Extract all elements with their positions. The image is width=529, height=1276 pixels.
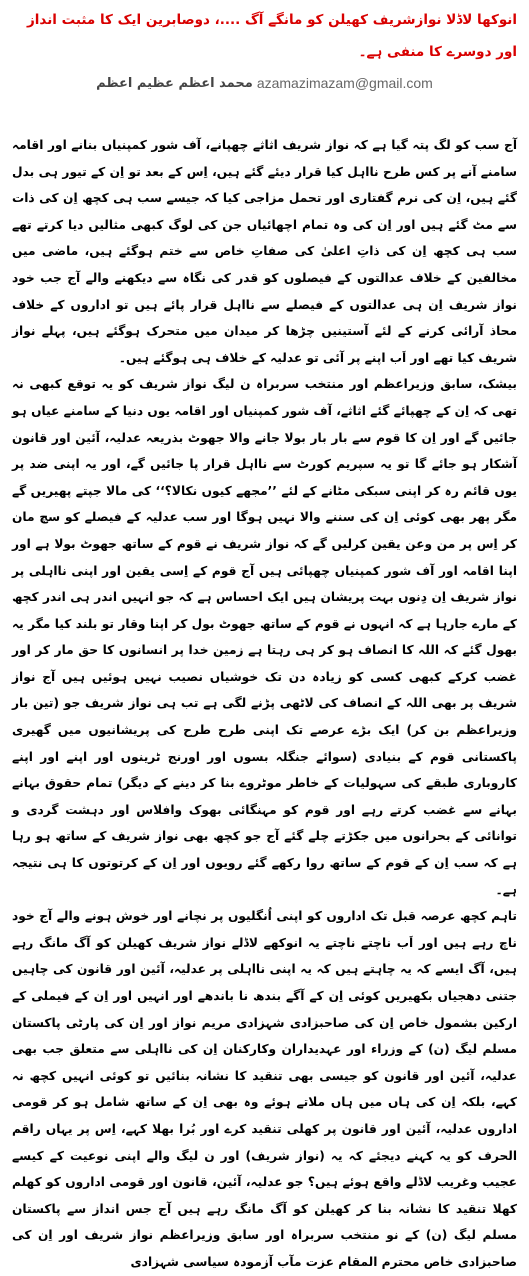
author-name: محمد اعظم عظیم اعظم — [96, 75, 253, 91]
article-paragraph-3: تاہم کچھ عرصہ قبل تک اداروں کو اپنی اُنگلیوں پر نچانے اور خوش ہونے والے آج خود ناچ رہے ہیں اور اَب ناچتے ناچتے یہ انوکھے لاڈلے نواز شریف کھیلن کو آگ مانگ رہے ہیں، آگ ایسے کہ یہ چاہتے ہیں کہ یہ اپنی نااہلی پر عدلیہ، آئین اور قانون کی چاہیں جتنی دھجیاں بکھیریں کوئی اِن کے آگے بندھ نا باندھے اور انہیں اور اِن کے فیملی کے ارکین بشمول خاص اِن کی صاحبزادی شہزادی مریم نواز اور اِن کی پارٹی پاکستان مسلم لیگ (ن) کے وزراء اور عہدیداران وکارکنان اِن کی نااہلی سے متعلق جب بھی عدلیہ، آئین اور قانون کو جیسی بھی تنقید کا نشانہ بنائیں تو کوئی انہیں کچھ نہ کہے، بلکہ اِن کی ہاں میں ہاں ملاتے ہوئے وہ بھی اِن کے ساتھ شامل ہو کر قومی اداروں عدلیہ، آئین اور قانون پر کھلی تنقید کرے اور بُرا بھلا کہے، اِس پر یہاں راقم الحرف کو یہ کہنے دیجئے کہ یہ (نواز شریف) اور ن لیگ والے اپنی نوعیت کے کیسے عجیب وغریب لاڈلے واقع ہوئے ہیں؟ جو عدلیہ، آئین، قانون اور قومی اداروں کو کھلم کھلا تنقید کا نشانہ بنا کر کھیلن کو آگ مانگ رہے ہیں آج جس انداز سے پاکستان مسلم لیگ (ن) کے نو منتخب سربراہ اور سابق وزیراعظم نواز شریف اور اِن کی صاحبزادی خاص محترم المقام عزت مآب آزمودہ سیاسی شہزادی — [12, 909, 517, 1269]
article-body — [12, 132, 517, 1276]
author-email[interactable]: azamazimazam@gmail.com — [256, 75, 433, 91]
article-paragraph-1: آج سب کو لگ پتہ گیا ہے کہ نواز شریف اثاثے چھپانے، آف شور کمپنیاں بنانے اور اقامہ سامنے آنے پر کس طرح نااہل کیا قرار دیئے گئے ہیں، اِس کے بعد تو اِن کے تیور ہی بدل گئے ہیں، اِن کی نرم گفتاری اور تحمل مزاجی کیا کہ جیسے سب ہی کچھ اِن کی ذات سے مٹ گئے ہیں اور اِن کی وہ تمام اچھائیاں جن کی لوگ کبھی مثالیں دیا کرتے تھے سب ہی کچھ اِن کی ذاتِ اعلیٰ کی صفاتِ خاص سے ختم ہوگئے ہیں، ماضی میں مخالفین کے خلاف عدالتوں کے فیصلوں کو قدر کی نگاہ سے دیکھنے والے آج جب خود نواز شریف اِن ہی عدالتوں کے فیصلے سے نااہل قرار پائے ہیں تو اداروں کے خلاف محاذ آرائی کرنے کے لئے آستینیں چڑھا کر میدان میں متحرک ہوگئے ہیں، پہلے نواز شریف کیا تھے اور اَب اپنے پر آئی تو عدلیہ کے خلاف ہی ہوگئے ہیں۔ — [12, 138, 517, 365]
article-paragraph-2: بیشک، سابق وزیراعظم اور منتخب سربراہ ن لیگ نواز شریف کو یہ توقع کبھی نہ تھی کہ اِن کے چھپائے گئے اثاثے، آف شور کمپنیاں اور اقامہ یوں دنیا کے سامنے عیاں ہو جائیں گے اور اِن کا قوم سے بار بار بولا جانے والا جھوٹ بذریعہ عدلیہ، آئین اور قانون آشکار ہو جائے گا تو یہ سپریم کورٹ سے نااہل قرار پا جائیں گے، اور یہ اپنی ضد پر یوں قائم رہ کر اپنی سبکی مٹانے کے لئے ’’مجھے کیوں نکالا؟‘‘ کی مالا جپتے پھیریں گے مگر پھر بھی کوئی اِن کی سننے والا نہیں ہوگا اور سب عدلیہ کے فیصلے کو سچ مان کر اِس پر من وعن یقین کرلیں گے کہ نواز شریف نے قوم کے ساتھ جھوٹ بولا ہے اور اپنا اقامہ اور آف شور کمپنیاں چھپائی ہیں آج قوم کے اِسی یقین اور اپنی نااہلی پر نواز شریف اِن دِنوں بہت پریشان ہیں ایک احساس ہے کہ جو انہیں اندر ہی اندر کچھ کے مارے جارہا ہے کہ انہوں نے قوم کے ساتھ جھوٹ بول کر اپنا وقار تو بلند کیا مگر یہ بھول گئے کہ اللہ کا انصاف ہو کر ہی رہتا ہے زمین خدا پر انسانوں کا حق مار کر اور غضب کرکے کبھی کسی کو زیادہ دن تک خوشیاں نصیب نہیں ہوئیں ہیں آج نواز شریف پر بھی اللہ کے انصاف کی لاٹھی پڑنے لگی ہے تب ہی نواز شریف جو (تین بار وزیراعظم بن کر) ایک بڑے عرصے تک اپنی طرح طرح کی پریشانیوں میں گھیری پاکستانی قوم کے بنیادی (سوائے جنگلہ بسوں اور اورنج ٹرینوں اور اپنے اور اپنے کاروباری طبقے کی سہولیات کے خاطر موٹروے بنا کر دینے کے دیگر) تمام حقوق بہانے بہانے سے غضب کرتے رہے اور قوم کو مہنگائی بھوک وافلاس اور دہشت گردی و توانائی کے بحرانوں میں جکڑتے چلے گئے آج جو کچھ بھی نواز شریف کے ساتھ ہو رہا ہے کہ سب اِن کے قوم کے ساتھ روا رکھے گئے رویوں اور اِن کے کرتوتوں کا ہی نتیجہ ہے۔ — [12, 377, 517, 897]
article-headline: انوکھا لاڈلا نوازشریف کھیلن کو مانگے آگ ....، دوصابرین ایک کا مثبت انداز اور دوسرے کا منفی ہے۔ — [27, 12, 517, 60]
byline — [12, 70, 517, 96]
